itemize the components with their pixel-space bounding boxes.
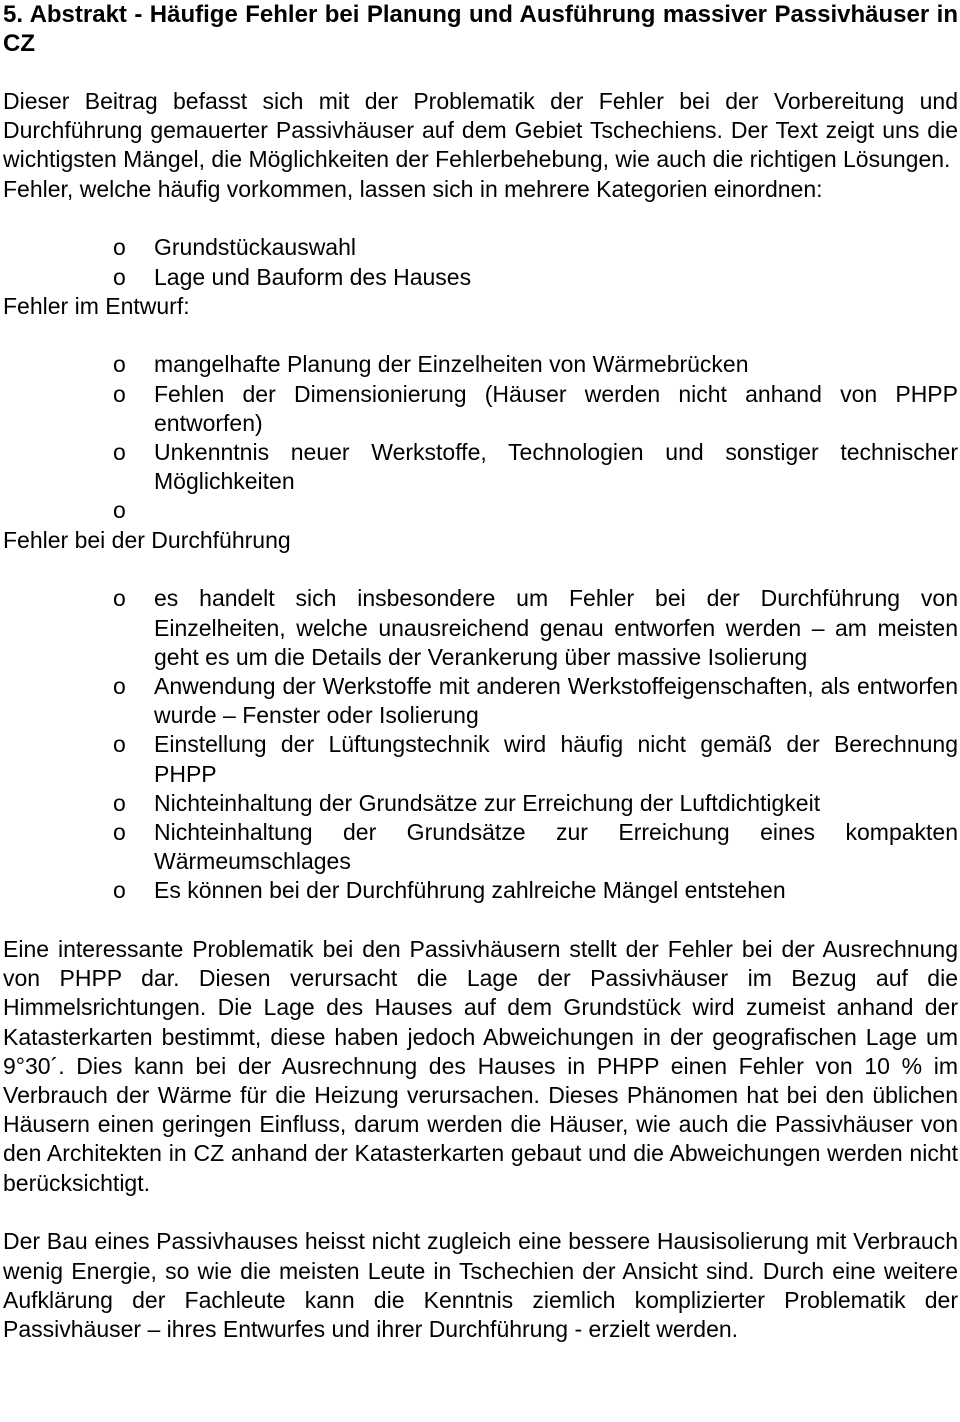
bullet-marker: o	[113, 380, 126, 407]
bullet-marker: o	[113, 789, 126, 816]
orientation-paragraph: Eine interessante Problematik bei den Passivhäusern stellt der Fehler bei der Ausrechnung von PHPP dar. Diesen verursacht die Lage der Passivhäuser im Bezug auf die Himmelsrichtungen. Die Lage des Hauses auf dem Grundstück wird zumeist anhand der Katasterkarten bestimmt, diese haben jedoch Abweichungen in der geografischen Lage um 9°30´. Dies kann bei der Ausrechnung des Hauses in PHPP einen Fehler von 10 % im Verbrauch der Wärme für die Heizung verursachen. Dieses Phänomen hat bei den üblichen Häusern einen geringen Einfluss, darum werden die Häuser, wie auch die Passivhäuser von den Architekten in CZ anhand der Katasterkarten gebaut und die Abweichungen werden nicht berücksichtigt.	[3, 936, 958, 1196]
document-page	[3, 0, 958, 1344]
list-item-text: Lage und Bauform des Hauses	[154, 263, 472, 290]
list-item	[3, 730, 958, 788]
list-item-text: mangelhafte Planung der Einzelheiten von Wärmebrücken	[154, 351, 749, 378]
bullet-marker: o	[113, 351, 126, 378]
categories-intro: Fehler, welche häufig vorkommen, lassen sich in mehrere Kategorien einordnen:	[3, 175, 823, 202]
section-heading: 5. Abstrakt - Häufige Fehler bei Planung und Ausführung massiver Passivhäuser in CZ	[3, 1, 958, 57]
list-item-text: Grundstückauswahl	[154, 234, 356, 261]
conclusion-paragraph: Der Bau eines Passivhauses heisst nicht zugleich eine bessere Hausisolierung mit Verbrauch wenig Energie, so wie die meisten Leute in Tschechien der Ansicht sind. Durch eine weitere Aufklärung der Fachleute kann die Kenntnis ziemlich komplizierter Problematik der Passivhäuser – ihres Entwurfes und ihrer Durchführung - erzielt werden.	[3, 1228, 958, 1342]
list-item	[3, 438, 958, 496]
list-item	[3, 263, 958, 292]
list-item	[3, 496, 958, 525]
list-item	[3, 584, 958, 672]
list-item	[3, 672, 958, 730]
list-item-text: Es können bei der Durchführung zahlreiche Mängel entstehen	[154, 877, 786, 904]
list-item	[3, 350, 958, 379]
list-item	[3, 380, 958, 438]
execution-errors-label: Fehler bei der Durchführung	[3, 526, 291, 553]
list-item	[3, 876, 958, 905]
bullet-marker: o	[113, 439, 126, 466]
bullet-marker: o	[113, 877, 126, 904]
list-item-text: Anwendung der Werkstoffe mit anderen Werkstoffeigenschaften, als entworfen wurde – Fenster oder Isolierung	[154, 672, 958, 729]
list-item-text: Nichteinhaltung der Grundsätze zur Erreichung eines kompakten Wärmeumschlages	[154, 818, 958, 875]
list-item-text: Unkenntnis neuer Werkstoffe, Technologien und sonstiger technischer Möglichkeiten	[154, 439, 958, 495]
list-item-text: Fehlen der Dimensionierung (Häuser werden nicht anhand von PHPP entworfen)	[154, 380, 958, 436]
bullet-marker: o	[113, 497, 126, 524]
bullet-marker: o	[113, 263, 126, 290]
execution-error-list	[3, 584, 958, 905]
list-item-text: Nichteinhaltung der Grundsätze zur Erreichung der Luftdichtigkeit	[154, 789, 821, 816]
list-item-text: Einstellung der Lüftungstechnik wird häufig nicht gemäß der Berechnung PHPP	[154, 731, 958, 787]
list-item	[3, 789, 958, 818]
list-item-text: es handelt sich insbesondere um Fehler bei der Durchführung von Einzelheiten, welche unausreichend genau entworfen werden – am meisten geht es um die Details der Verankerung über massive Isolierung	[154, 585, 958, 670]
list-item	[3, 233, 958, 262]
bullet-marker: o	[113, 818, 126, 845]
list-item	[3, 818, 958, 876]
bullet-marker: o	[113, 731, 126, 758]
bullet-marker: o	[113, 585, 126, 612]
bullet-marker: o	[113, 234, 126, 261]
bullet-marker: o	[113, 672, 126, 699]
design-error-list	[3, 350, 958, 525]
design-errors-label: Fehler im Entwurf:	[3, 292, 190, 319]
site-error-list	[3, 233, 958, 291]
intro-paragraph: Dieser Beitrag befasst sich mit der Problematik der Fehler bei der Vorbereitung und Durchführung gemauerter Passivhäuser auf dem Gebiet Tschechiens. Der Text zeigt uns die wichtigsten Mängel, die Möglichkeiten der Fehlerbehebung, wie auch die richtigen Lösungen.	[3, 88, 958, 173]
